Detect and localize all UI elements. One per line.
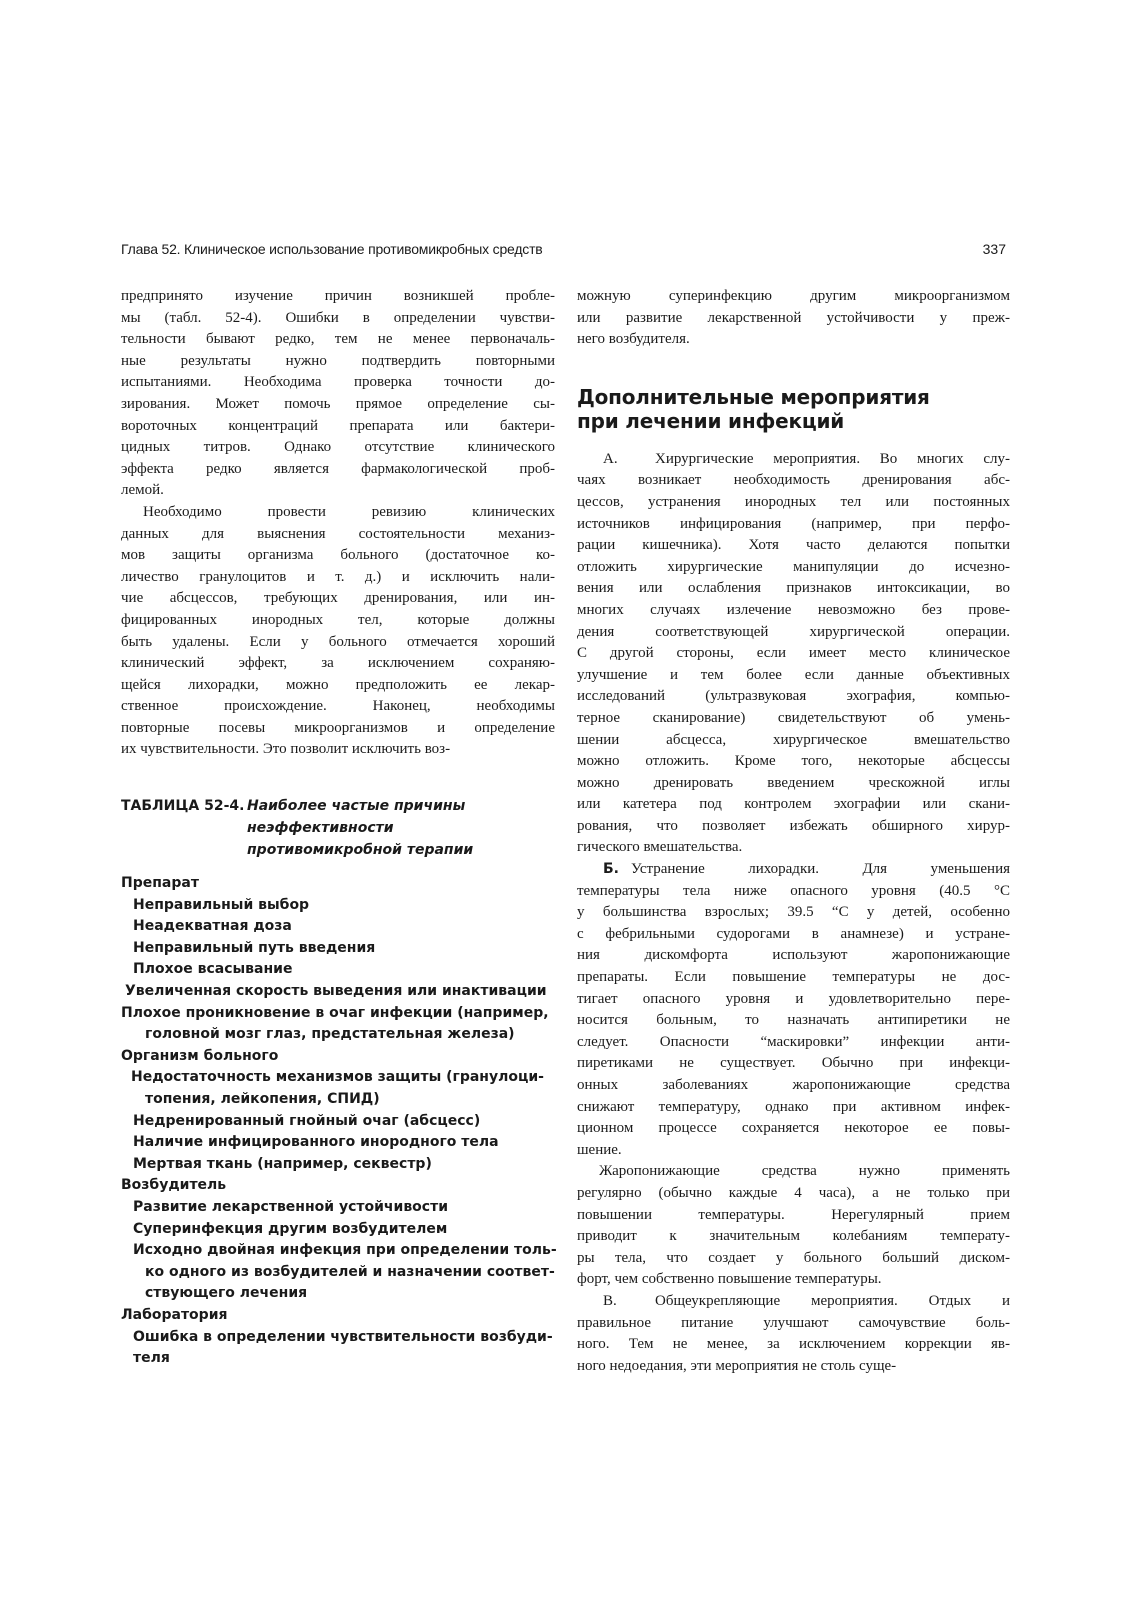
paragraph-b-fever xyxy=(577,859,1010,1161)
text-line xyxy=(577,881,1010,903)
text-line-content: фицированных инородных тел, которые должны xyxy=(121,611,555,628)
text-line xyxy=(121,739,555,761)
text-line-content: ры тела, что создает у больного больший диском- xyxy=(577,1249,1010,1266)
text-line-content: приводит к значительным колебаниям температу- xyxy=(577,1228,1010,1245)
text-line xyxy=(577,665,1010,687)
text-line xyxy=(577,794,1010,816)
text-line-content: мы (табл. 52-4). Ошибки в определении чувстви- xyxy=(121,309,555,326)
text-line xyxy=(577,859,1010,881)
text-line xyxy=(577,686,1010,708)
text-line xyxy=(121,675,555,697)
paragraph-b-antipyretics xyxy=(577,1161,1010,1291)
table-row: Неадекватная доза xyxy=(133,918,292,935)
text-line-content: или катетера под контролем эхографии или скани- xyxy=(577,796,1010,813)
text-line xyxy=(577,708,1010,730)
text-line xyxy=(577,514,1010,536)
text-line xyxy=(577,308,1010,330)
text-line xyxy=(577,1291,1010,1313)
paragraph-marker: А. xyxy=(603,450,618,467)
text-line-content: него возбудителя. xyxy=(577,331,690,348)
text-line xyxy=(577,622,1010,644)
running-header xyxy=(121,238,1006,262)
text-line xyxy=(577,967,1010,989)
text-line-content: вения или ослабления признаков интоксикации, во xyxy=(577,580,1010,597)
text-line xyxy=(121,545,555,567)
text-line xyxy=(577,1248,1010,1270)
text-line xyxy=(577,989,1010,1011)
text-line-content: Устранение лихорадки. Для уменьшения xyxy=(631,861,1010,878)
text-line-content: щейся лихорадки, можно предположить ее лекар- xyxy=(121,676,555,693)
text-line xyxy=(577,1053,1010,1075)
text-line-content: можно дренировать введением чрескожной иглы xyxy=(577,774,1010,791)
text-line-content: Общеукрепляющие мероприятия. Отдых и xyxy=(655,1292,1010,1309)
text-line xyxy=(121,588,555,610)
table-row: Развитие лекарственной устойчивости xyxy=(133,1198,449,1215)
text-line-content: или развитие лекарственной устойчивости у преж- xyxy=(577,309,1010,326)
text-line xyxy=(577,1205,1010,1227)
text-line xyxy=(577,1183,1010,1205)
right-column xyxy=(577,286,1010,1377)
text-line-content: мов защиты организма больного (достаточное ко- xyxy=(121,547,555,564)
text-line-content: онных заболеваниях жаропонижающие средства xyxy=(577,1077,1010,1093)
text-line xyxy=(577,1075,1010,1097)
text-line xyxy=(577,578,1010,600)
text-line xyxy=(577,557,1010,579)
text-line-content: многих случаях излечение невозможно без прове- xyxy=(577,601,1010,618)
text-line-content: Хирургические мероприятия. Во многих слу- xyxy=(655,450,1010,467)
text-line-content: ные результаты нужно подтвердить повторными xyxy=(121,352,555,369)
text-line-content: шении абсцесса, хирургическое вмешательство xyxy=(577,731,1010,748)
text-line xyxy=(121,351,555,373)
text-line xyxy=(577,924,1010,946)
table-row: Неправильный путь введения xyxy=(133,939,376,956)
text-line-content: их чувствительности. Это позволит исключить воз- xyxy=(121,741,451,758)
text-line-content: отложить хирургические манипуляции до исчезно- xyxy=(577,558,1010,575)
text-line-content: гического вмешательства. xyxy=(577,839,743,856)
text-line-content: снижают температуру, однако при активном инфек- xyxy=(577,1098,1010,1115)
text-line xyxy=(577,751,1010,773)
text-line xyxy=(577,329,1010,351)
text-line-content: можно отложить. Кроме того, некоторые абсцессы xyxy=(577,753,1010,770)
text-line-content: клинический эффект, за исключением сохраняю- xyxy=(121,655,555,672)
text-line xyxy=(121,567,555,589)
table-row: Наличие инфицированного инородного тела xyxy=(133,1134,499,1151)
text-line-content: дения соответствующей хирургической операции. xyxy=(577,623,1010,640)
text-line-content: повышении температуры. Нерегулярный прием xyxy=(577,1206,1010,1223)
text-line-content: рования, что позволяет избежать обширного хирур- xyxy=(577,817,1010,834)
text-line-content: с фебрильными судорогами в анамнезе) и устране- xyxy=(577,925,1010,942)
table-row: Плохое всасывание xyxy=(133,961,293,978)
table-row: Организм больного xyxy=(121,1047,279,1064)
text-line-content: следует. Опасности “маскировки” инфекции анти- xyxy=(577,1033,1010,1050)
text-line-content: исследований (ультразвуковая эхография, компью- xyxy=(577,688,1010,705)
text-line xyxy=(577,730,1010,752)
text-line xyxy=(577,1010,1010,1032)
text-line-content: ния дискомфорта используют жаропонижающие xyxy=(577,947,1010,964)
text-line xyxy=(121,437,555,459)
table-title-line: Наиболее частые причины xyxy=(247,798,466,815)
table-row: Лаборатория xyxy=(121,1306,228,1323)
text-line-content: форт, чем собственно повышение температуры. xyxy=(577,1271,882,1288)
text-line xyxy=(121,696,555,718)
text-line xyxy=(577,902,1010,924)
section-heading-line: при лечении инфекций xyxy=(577,408,845,433)
table-row: Ошибка в определении чувствительности возбуди- xyxy=(133,1328,553,1345)
text-line xyxy=(121,632,555,654)
table-row: головной мозг глаз, предстательная железа) xyxy=(145,1026,515,1043)
text-line-content: вороточных концентраций препарата или бактери- xyxy=(121,417,555,434)
text-line-content: Жаропонижающие средства нужно применять xyxy=(599,1163,1010,1180)
text-line-content: рации кишечника). Хотя часто делаются попытки xyxy=(577,537,1010,554)
table-row: ствующего лечения xyxy=(145,1285,308,1302)
paragraph-v-general xyxy=(577,1291,1010,1377)
table-row: Плохое проникновение в очаг инфекции (например, xyxy=(121,1004,549,1021)
text-line-content: эффекта редко является фармакологической проб- xyxy=(121,460,555,477)
text-line xyxy=(577,1313,1010,1335)
text-line xyxy=(577,1161,1010,1183)
text-line-content: повторные посевы микроорганизмов и определение xyxy=(121,719,555,736)
text-line xyxy=(577,1032,1010,1054)
table-title-line: неэффективности xyxy=(247,820,394,837)
text-line xyxy=(577,837,1010,859)
text-line xyxy=(577,1097,1010,1119)
table-row: Исходно двойная инфекция при определении толь- xyxy=(133,1242,557,1259)
paragraph-left-1 xyxy=(121,286,555,502)
table-row: теля xyxy=(133,1350,170,1367)
table-row: Мертвая ткань (например, секвестр) xyxy=(133,1155,432,1172)
table-title-line: противомикробной терапии xyxy=(247,842,474,859)
section-heading xyxy=(577,385,1010,433)
text-line-content: тигает опасного уровня и удовлетворительно пере- xyxy=(577,990,1010,1007)
text-line-content: быть удалены. Если у больного отмечается хороший xyxy=(121,633,555,650)
text-line xyxy=(121,286,555,308)
paragraph-marker: В. xyxy=(603,1292,617,1309)
text-line xyxy=(121,480,555,502)
table-row: Недостаточность механизмов защиты (гранулоци- xyxy=(131,1069,544,1086)
table-label: ТАБЛИЦА 52-4. xyxy=(121,798,245,815)
text-line xyxy=(577,945,1010,967)
table-row: Возбудитель xyxy=(121,1177,227,1194)
text-line-content: чаях возникает необходимость дренирования абс- xyxy=(577,472,1010,489)
text-line xyxy=(577,643,1010,665)
text-line-content: источников инфицирования (например, при перфо- xyxy=(577,515,1010,532)
paragraph-marker: Б. xyxy=(603,861,619,878)
text-line xyxy=(121,308,555,330)
text-line xyxy=(121,524,555,546)
text-line xyxy=(577,816,1010,838)
table-caption xyxy=(121,795,555,861)
text-line xyxy=(121,394,555,416)
text-line-content: зирования. Может помочь прямое определение сы- xyxy=(121,395,555,412)
text-line-content: терное сканирование) свидетельствуют об умень- xyxy=(577,709,1010,726)
text-line-content: у большинства взрослых; 39.5 “С у детей, особенно xyxy=(577,904,1010,921)
table-row: Препарат xyxy=(121,875,199,892)
section-heading-line: Дополнительные мероприятия xyxy=(577,384,930,409)
table-row: Увеличенная скорость выведения или инактивации xyxy=(125,983,547,1000)
text-line xyxy=(121,653,555,675)
text-line-content: носится больным, то назначать антипиретики не xyxy=(577,1012,1010,1029)
text-line-content: можную суперинфекцию другим микроорганизмом xyxy=(577,288,1010,304)
text-line xyxy=(577,1118,1010,1140)
table-row: ко одного из возбудителей и назначении соответ- xyxy=(145,1263,555,1280)
text-line xyxy=(577,449,1010,471)
text-line xyxy=(121,329,555,351)
text-line xyxy=(577,600,1010,622)
text-line-content: данных для выяснения состоятельности механиз- xyxy=(121,525,555,542)
text-line xyxy=(121,416,555,438)
text-line xyxy=(577,1334,1010,1356)
table-rows xyxy=(121,873,555,1370)
text-line-content: препараты. Если повышение температуры не дос- xyxy=(577,969,1010,986)
table-row: Суперинфекция другим возбудителем xyxy=(133,1220,448,1237)
text-line-content: С другой стороны, если имеет место клиническое xyxy=(577,645,1010,662)
text-line xyxy=(121,718,555,740)
text-line-content: тельности бывают редко, тем не менее первоначаль- xyxy=(121,331,555,348)
paragraph-a-surgical xyxy=(577,449,1010,859)
text-line-content: предпринято изучение причин возникшей пробле- xyxy=(121,288,555,304)
table-row: Недренированный гнойный очаг (абсцесс) xyxy=(133,1112,481,1129)
left-column xyxy=(121,286,555,1370)
text-line xyxy=(121,372,555,394)
paragraph-left-2 xyxy=(121,502,555,761)
text-line-content: температуры тела ниже опасного уровня (40.5 °С xyxy=(577,882,1010,899)
text-line xyxy=(577,1140,1010,1162)
text-line xyxy=(121,610,555,632)
chapter-title: Глава 52. Клиническое использование противомикробных средств xyxy=(121,241,543,257)
table-row: топения, лейкопения, СПИД) xyxy=(145,1091,380,1107)
text-line-content: правильное питание улучшают самочувствие боль- xyxy=(577,1314,1010,1331)
text-line xyxy=(577,535,1010,557)
text-line-content: испытаниями. Необходима проверка точности до- xyxy=(121,374,555,391)
text-line xyxy=(577,286,1010,308)
text-line-content: цессов, устранения инородных тел или постоянных xyxy=(577,493,1010,510)
text-line xyxy=(577,470,1010,492)
text-line-content: улучшение и тем более если данные объективных xyxy=(577,666,1010,683)
text-line-content: ного недоедания, эти мероприятия не столь суще- xyxy=(577,1357,897,1374)
text-line-content: чие абсцессов, требующих дренирования, или ин- xyxy=(121,590,555,607)
text-line-content: Необходимо провести ревизию клинических xyxy=(143,503,555,520)
text-line xyxy=(577,1269,1010,1291)
text-line xyxy=(577,492,1010,514)
table-title xyxy=(247,795,473,861)
text-line xyxy=(121,459,555,481)
text-line-content: ционном процессе сохраняется некоторое ее повы- xyxy=(577,1120,1010,1137)
text-line-content: личество гранулоцитов и т. д.) и исключить нали- xyxy=(121,568,555,585)
text-line-content: ственное происхождение. Наконец, необходимы xyxy=(121,698,555,715)
table-52-4 xyxy=(121,795,555,1370)
text-line xyxy=(577,773,1010,795)
text-line-content: регулярно (обычно каждые 4 часа), а не только при xyxy=(577,1184,1010,1201)
text-line-content: шение. xyxy=(577,1141,622,1158)
text-line-content: ного. Тем не менее, за исключением коррекции яв- xyxy=(577,1336,1010,1353)
text-line xyxy=(121,502,555,524)
text-line-content: цидных титров. Однако отсутствие клинического xyxy=(121,439,555,456)
text-line xyxy=(577,1356,1010,1378)
text-line-content: пиретиками не существует. Обычно при инфекци- xyxy=(577,1055,1010,1072)
table-row: Неправильный выбор xyxy=(133,896,310,913)
text-line xyxy=(577,1226,1010,1248)
paragraph-right-continuation xyxy=(577,286,1010,351)
text-line-content: лемой. xyxy=(121,482,164,499)
page-number: 337 xyxy=(982,241,1006,257)
